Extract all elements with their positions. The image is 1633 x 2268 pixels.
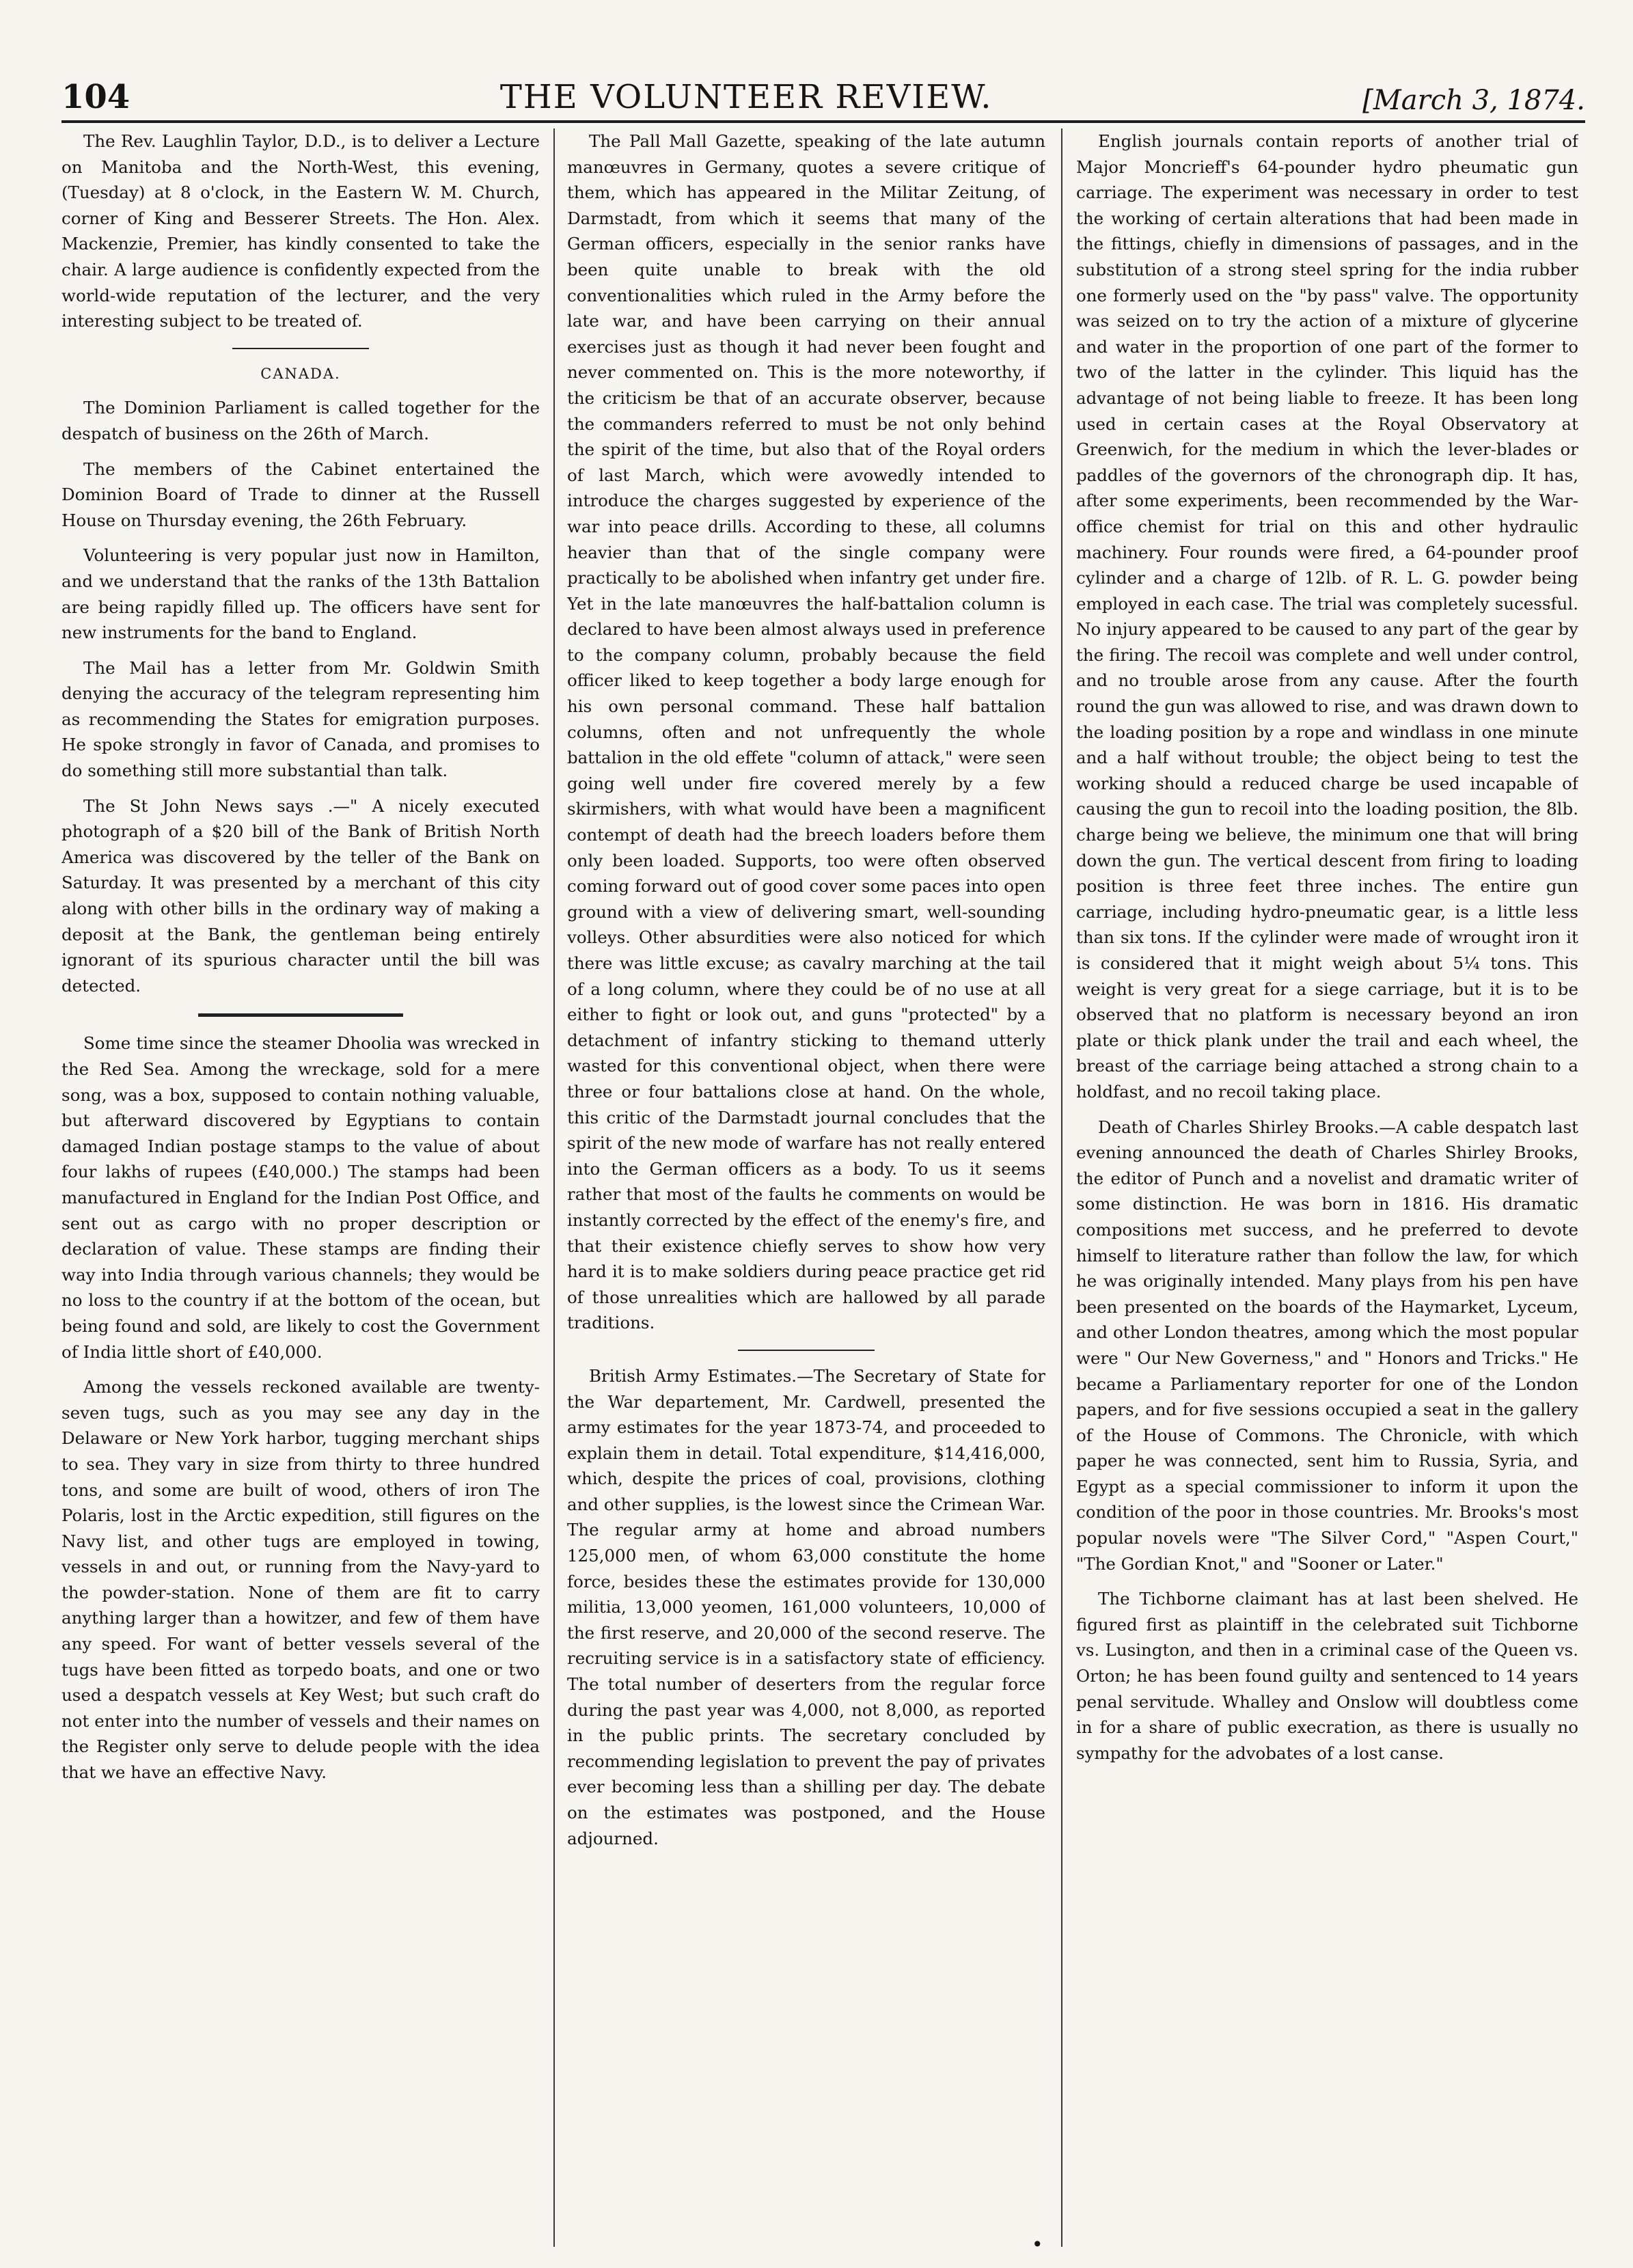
- article-german-manoeuvres: The Pall Mall Gazette, speaking of the late autumn manœuvres in Germany, quotes a severe critique of them, which has appeared in the Militar Zeitung, of Darmstadt, from which it seems that many of the German officers, especially in the senior ranks have been quite unable to break with the old conventionalities which ruled in the Army before the late war, and have been carrying on their annual exercises just as though it had never been fought and never commented on. This is the more noteworthy, if the criticism be that of an accurate observer, because the commanders referred to must be not only behind the spirit of the time, but also that of the Royal orders of last March, which were avowedly intended to introduce the charges suggested by experience of the war into peace drills. According to these, all columns heavier than that of the single company were practically to be abolished when infantry get under fire. Yet in the late manœuvres the half-battalion column is declared to have been almost always used in preference to the company column, probably because the field officer liked to keep together a body large enough for his own personal command. These half battalion columns, often and not unfrequently the whole battalion in the old effete "column of attack," were seen going well under fire covered merely by a few skirmishers, with what would have been a magnificent contempt of death had the breech loaders before them only been loaded. Supports, too were often observed coming forward out of good cover some paces into open ground with a view of delivering smart, well-sounding volleys. Other absurdities were also noticed for which there was little excuse; as cavalry marching at the tail of a long column, where they could be of no use at all either to fight or look out, and guns "protected" by a detachment of infantry sticking to themand utterly wasted for this conventional object, when there were three or four battalions close at hand. On the whole, this critic of the Darmstadt journal concludes that the spirit of the new mode of warfare has not really entered into the German officers as a body. To us it seems rather that most of the faults he comments on would be instantly corrected by the effect of the enemy's fire, and that their existence chiefly serves to show how very hard it is to make soldiers during peace practice get rid of those unrealities which are hallowed by all parade traditions.: [567, 131, 1045, 1333]
- article-dhoolia-stamps: Some time since the steamer Dhoolia was wrecked in the Red Sea. Among the wreckage, sold for a mere song, was a box, supposed to contain nothing valuable, but afterward discovered by Egyptians to contain damaged Indian postage stamps to the value of about four lakhs of rupees (£40,000.) The stamps had been manufactured in England for the Indian Post Office, and sent out as cargo with no proper description or declaration of value. These stamps are finding their way into India through various channels; they would be no loss to the country if at the bottom of the ocean, but being found and sold, are likely to cost the Government of India little short of £40,000.: [61, 1033, 540, 1362]
- column-divider: [1061, 128, 1062, 2247]
- running-header: [61, 66, 1585, 116]
- article-volunteering: Volunteering is very popular just now in Hamilton, and we understand that the ranks of the 13th Battalion are being rapidly filled up. The officers have sent for new instruments for the band to England.: [61, 545, 540, 643]
- article-army-estimates: British Army Estimates.—The Secretary of State for the War departement, Mr. Cardwell, presented the army estimates for the year 1873-74, and proceeded to explain them in detail. Total expenditure, $14,416,000, which, despite the prices of coal, provisions, clothing and other supplies, is the lowest since the Crimean War. The regular army at home and abroad numbers 125,000 men, of whom 63,000 constitute the home force, besides these the estimates provide for 130,000 militia, 13,000 yeomen, 161,000 volunteers, 10,000 of the first reserve, and 20,000 of the second reserve. The recruiting service is in a satisfactory state of efficiency. The total number of deserters from the regular force during the past year was 4,000, not 8,000, as reported in the public prints. The secretary concluded by recommending legislation to prevent the pay of privates ever becoming less than a shilling per day. The debate on the estimates was postponed, and the House adjourned.: [567, 1365, 1045, 1848]
- header-rule: [61, 120, 1585, 123]
- column-2: [567, 128, 1045, 2247]
- article-goldwin-smith: The Mail has a letter from Mr. Goldwin Smith denying the accuracy of the telegram representing him as recommending the States for emigration purposes. He spoke strongly in favor of Canada, and promises to do something still more substantial than talk.: [61, 657, 540, 781]
- section-divider: [232, 348, 369, 349]
- section-divider: [198, 1013, 403, 1017]
- column-1: [61, 128, 540, 2247]
- article-cabinet: The members of the Cabinet entertained the Dominion Board of Trade to dinner at the Russell House on Thursday evening, the 26th February.: [61, 459, 540, 530]
- section-divider: [738, 1350, 875, 1351]
- article-tichborne: The Tichborne claimant has at last been shelved. He figured first as plaintiff in the celebrated suit Tichborne vs. Lusington, and then in a criminal case of the Queen vs. Orton; he has been found guilty and sentenced to 14 years penal servitude. Whalley and Onslow will doubtless come in for a share of public execration, as there is usually no sympathy for the advobates of a lost canse.: [1076, 1589, 1578, 1763]
- article-navy-tugs: Among the vessels reckoned available are twenty-seven tugs, such as you may see any day in the Delaware or New York harbor, tugging merchant ships to sea. They vary in size from thirty to three hundred tons, and some are built of wood, others of iron The Polaris, lost in the Arctic expedition, still figures on the Navy list, and other tugs are employed in towing, vessels in and out, or running from the Navy-yard to the powder-station. None of them are fit to carry anything larger than a howitzer, and few of them have any speed. For want of better vessels several of the tugs have been fitted as torpedo boats, and one or two used a despatch vessels at Key West; but such craft do not enter into the number of vessels and their names on the Register only serve to delude people with the idea that we have an effective Navy.: [61, 1377, 540, 1783]
- article-lecture-notice: The Rev. Laughlin Taylor, D.D., is to deliver a Lecture on Manitoba and the North-West, this evening, (Tuesday) at 8 o'clock, in the Eastern W. M. Church, corner of King and Besserer Streets. The Hon. Alex. Mackenzie, Premier, has kindly consented to take the chair. A large audience is confidently expected from the world-wide reputation of the lecturer, and the very interesting subject to be treated of.: [61, 131, 540, 331]
- article-counterfeit-bill: The St John News says .—" A nicely executed photograph of a $20 bill of the Bank of British North America was discovered by the teller of the Bank on Saturday. It was presented by a merchant of this city along with other bills in the ordinary way of making a deposit at the Bank, the gentleman being entirely ignorant of its spurious character until the bill was detected.: [61, 795, 540, 996]
- publication-title: THE VOLUNTEER REVIEW.: [499, 78, 993, 116]
- column-3: [1076, 128, 1578, 2247]
- section-heading-canada: CANADA.: [260, 365, 341, 382]
- page-number: 104: [61, 78, 131, 116]
- article-parliament: The Dominion Parliament is called together for the despatch of business on the 26th of March.: [61, 398, 540, 443]
- issue-date: [March 3, 1874.: [1362, 85, 1585, 116]
- bottom-bullet: •: [1032, 2233, 1043, 2256]
- article-shirley-brooks: Death of Charles Shirley Brooks.—A cable despatch last evening announced the death of Charles Shirley Brooks, the editor of Punch and a novelist and dramatic writer of some distinction. He was born in 1816. His dramatic compositions met success, and he preferred to devote himself to literature rather than follow the law, for which he was originally intended. Many plays from his pen have been presented on the boards of the Haymarket, Lyceum, and other London theatres, among which the most popular were " Our New Governess," and " Honors and Tricks." He became a Parliamentary reporter for one of the London papers, and for five sessions occupied a seat in the gallery of the House of Commons. The Chronicle, with which paper he was connected, sent him to Russia, Syria, and Egypt as a special commissioner to inform it upon the condition of the poor in those countries. Mr. Brooks's most popular novels were "The Silver Cord," "Aspen Court," "The Gordian Knot," and "Sooner or Later.": [1076, 1117, 1578, 1574]
- article-moncrieff-gun: English journals contain reports of another trial of Major Moncrieff's 64-pounder hydro pheumatic gun carriage. The experiment was necessary in order to test the working of certain alterations that had been made in the fittings, chiefly in dimensions of passages, and in the substitution of a strong steel spring for the india rubber one formerly used on the "by pass" valve. The opportunity was seized on to try the action of a mixture of glycerine and water in the proportion of one part of the former to two of the latter in the cylinder. This liquid has the advantage of not being liable to freeze. It has been long used in certain cases at the Royal Observatory at Greenwich, for the medium in which the lever-blades or paddles of the governors of the chronograph dip. It has, after some experiments, been recommended by the War-office chemist for trial on this and other hydraulic machinery. Four rounds were fired, a 64-pounder proof cylinder and a charge of 12lb. of R. L. G. powder being employed in each case. The trial was completely sucessful. No injury appeared to be caused to any part of the gear by the firing. The recoil was complete and well under control, and no trouble arose from any cause. After the fourth round the gun was allowed to rise, and was drawn down to the loading position by a rope and windlass in one minute and a half without trouble; the object being to test the working should a reduced charge be used incapable of causing the gun to recoil into the loading position, the 8lb. charge being we believe, the minimum one that will bring down the gun. The vertical descent from firing to loading position is three feet three inches. The entire gun carriage, including hydro-pneumatic gear, is a little less than six tons. If the cylinder were made of wrought iron it is considered that it might weigh about 5¼ tons. This weight is very great for a siege carriage, but it is to be observed that no platform is necessary beyond an iron plate or thick plank under the trail and each wheel, the breast of the carriage being attached a strong chain to a holdfast, and no recoil taking place.: [1076, 131, 1578, 1102]
- column-divider: [553, 128, 555, 2247]
